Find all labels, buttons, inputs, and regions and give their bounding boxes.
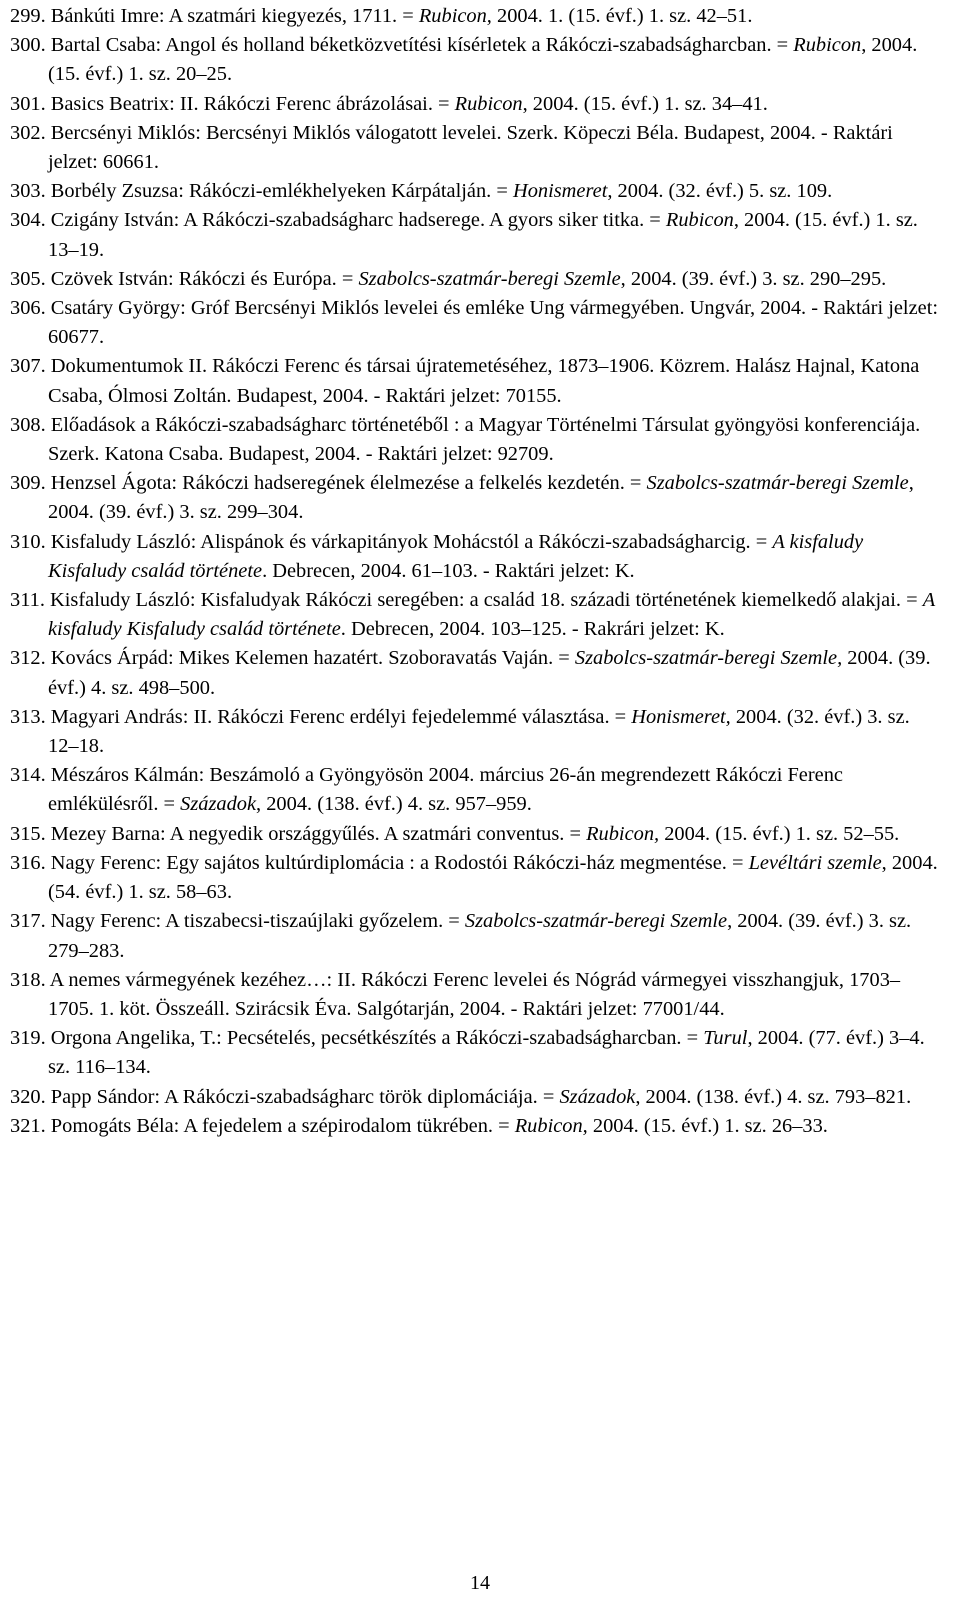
bibliography-entry [10,352,945,410]
entry-text: 313. Magyari András: II. Rákóczi Ferenc erdélyi fejedelemmé választása. = [10,705,632,728]
bibliography-entry [10,1024,945,1082]
entry-text: , 2004. (54. évf.) 1. sz. 58–63. [48,851,938,904]
entry-text: 308. Előadások a Rákóczi-szabadságharc történetéből : a Magyar Történelmi Társulat gyöngyösi konferenciája. Szerk. Katona Csaba. Budapest, 2004. - Raktári jelzet: 92709. [10,413,921,466]
journal-title: Rubicon, [418,5,492,27]
entry-text: 2004. (39. évf.) 4. sz. 498–500. [48,647,931,699]
journal-title: Szabolcs-szatmár-beregi Szemle [464,910,728,933]
bibliography-entry [10,2,945,31]
journal-title: Szabolcs-szatmár-beregi Szemle, [574,647,843,670]
bibliography-entry [10,703,945,761]
bibliography-entry [10,469,945,527]
entry-text: , 2004. (39. évf.) 3. sz. 299–304. [48,472,914,524]
bibliography-entry [10,90,945,119]
bibliography-entry [10,849,945,907]
entry-text: 321. Pomogáts Béla: A fejedelem a szépirodalom tükrében. = [10,1114,515,1137]
entry-text: , 2004. (77. évf.) 3–4. sz. 116–134. [48,1027,925,1079]
entry-text: , 2004. (15. évf.) 1. sz. 34–41. [522,92,768,115]
journal-title: Századok [180,793,257,816]
journal-title: Levéltári szemle [748,851,882,874]
bibliography-list [10,2,945,1141]
entry-text: , 2004. (15. évf.) 1. sz. 13–19. [48,209,918,261]
journal-title: Századok [559,1085,636,1108]
bibliography-entry [10,1083,945,1112]
entry-text: 2004. 1. (15. évf.) 1. sz. 42–51. [491,5,753,27]
journal-title: Turul [703,1027,748,1050]
entry-text: 305. Czövek István: Rákóczi és Európa. = [10,267,359,290]
bibliography-entry [10,528,945,586]
entry-text: 299. Bánkúti Imre: A szatmári kiegyezés, 1711. = [10,5,419,27]
entry-text: 303. Borbély Zsuzsa: Rákóczi-emlékhelyeken Kárpátalján. = [10,180,513,203]
bibliography-entry [10,644,945,702]
bibliography-entry [10,1112,945,1141]
bibliography-entry [10,31,945,89]
entry-text: 2004. (32. évf.) 3. sz. 12–18. [48,705,910,758]
entry-text: . Debrecen, 2004. 61–103. - Raktári jelzet: K. [262,559,635,582]
entry-text: 311. Kisfaludy László: Kisfaludyak Rákóczi seregében: a család 18. századi történetének kiemelkedő alakjai. = [10,589,923,612]
entry-text: 314. Mészáros Kálmán: Beszámoló a Gyöngyösön 2004. március 26-án megrendezett Rákóczi Ferenc emlékülésről. = [10,764,843,816]
entry-text: 319. Orgona Angelika, T.: Pecsételés, pecsétkészítés a Rákóczi-szabadságharcban. = [10,1027,704,1050]
journal-title: Honismeret [512,180,608,203]
journal-title: Rubicon [793,34,862,57]
bibliography-entry [10,265,945,294]
entry-text: , 2004. (15. évf.) 1. sz. 20–25. [48,34,918,86]
entry-text: . Debrecen, 2004. 103–125. - Rakrári jelzet: K. [340,618,725,641]
entry-text: 306. Csatáry György: Gróf Bercsényi Miklós levelei és emléke Ung vármegyében. Ungvár, 2004. - Raktári jelzet: 60677. [10,297,939,349]
bibliography-entry [10,206,945,264]
entry-text: 309. Henzsel Ágota: Rákóczi hadseregének élelmezése a felkelés kezdetén. = [10,472,647,495]
bibliography-entry [10,294,945,352]
entry-text: , 2004. (39. évf.) 3. sz. 290–295. [620,267,887,290]
entry-text: 302. Bercsényi Miklós: Bercsényi Miklós válogatott levelei. Szerk. Köpeczi Béla. Budapest, 2004. - Raktári jelzet: 60661. [10,121,893,174]
journal-title: Rubicon [665,209,734,232]
bibliography-entry [10,966,945,1024]
journal-title: A kisfaludy Kisfaludy család története [48,589,935,641]
entry-text: , 2004. (32. évf.) 5. sz. 109. [607,180,833,203]
page-number: 14 [470,1572,490,1594]
entry-text: 307. Dokumentumok II. Rákóczi Ferenc és társai újratemetéséhez, 1873–1906. Közrem. Halász Hajnal, Katona Csaba, Ólmosi Zoltán. Budapest, 2004. - Raktári jelzet: 70155. [10,355,920,407]
entry-text: 301. Basics Beatrix: II. Rákóczi Ferenc ábrázolásai. = [10,92,455,115]
entry-text: , 2004. (138. évf.) 4. sz. 957–959. [256,793,532,816]
entry-text: 2004. (15. évf.) 1. sz. 26–33. [587,1114,828,1137]
entry-text: 310. Kisfaludy László: Alispánok és várkapitányok Mohácstól a Rákóczi-szabadságharcig. = [10,530,773,553]
entry-text: 312. Kovács Árpád: Mikes Kelemen hazatért. Szoboravatás Vaján. = [10,647,575,670]
bibliography-entry [10,177,945,206]
journal-title: Rubicon [454,92,523,115]
entry-text: , 2004. (39. évf.) 3. sz. 279–283. [48,910,912,962]
bibliography-entry [10,761,945,819]
entry-text: 315. Mezey Barna: A negyedik országgyűlés. A szatmári conventus. = [10,822,587,845]
entry-text: 300. Bartal Csaba: Angol és holland béketközvetítési kísérletek a Rákóczi-szabadságharcban. = [10,34,794,57]
journal-title: Rubicon, [586,822,660,845]
journal-title: Rubicon, [514,1114,588,1137]
journal-title: Szabolcs-szatmár-beregi Szemle [358,267,621,290]
entry-text: 2004. (15. évf.) 1. sz. 52–55. [659,822,900,845]
entry-text: , 2004. (138. évf.) 4. sz. 793–821. [635,1085,912,1108]
bibliography-entry [10,586,945,644]
entry-text: 320. Papp Sándor: A Rákóczi-szabadságharc török diplomáciája. = [10,1085,560,1108]
journal-title: Honismeret, [631,705,731,728]
journal-title: A kisfaludy Kisfaludy család története [48,530,864,582]
bibliography-entry [10,411,945,469]
entry-text: 316. Nagy Ferenc: Egy sajátos kultúrdiplomácia : a Rodostói Rákóczi-ház megmentése. = [10,851,749,874]
entry-text: 318. A nemes vármegyének kezéhez…: II. Rákóczi Ferenc levelei és Nógrád vármegyei visszhangjuk, 1703–1705. 1. köt. Összeáll. Szirácsik Éva. Salgótarján, 2004. - Raktári jelzet: 77001/44. [10,968,901,1020]
bibliography-entry [10,820,945,849]
bibliography-entry [10,907,945,965]
journal-title: Szabolcs-szatmár-beregi Szemle [646,472,909,495]
bibliography-entry [10,119,945,177]
entry-text: 304. Czigány István: A Rákóczi-szabadságharc hadserege. A gyors siker titka. = [10,209,666,232]
entry-text: 317. Nagy Ferenc: A tiszabecsi-tiszaújlaki győzelem. = [10,910,465,933]
